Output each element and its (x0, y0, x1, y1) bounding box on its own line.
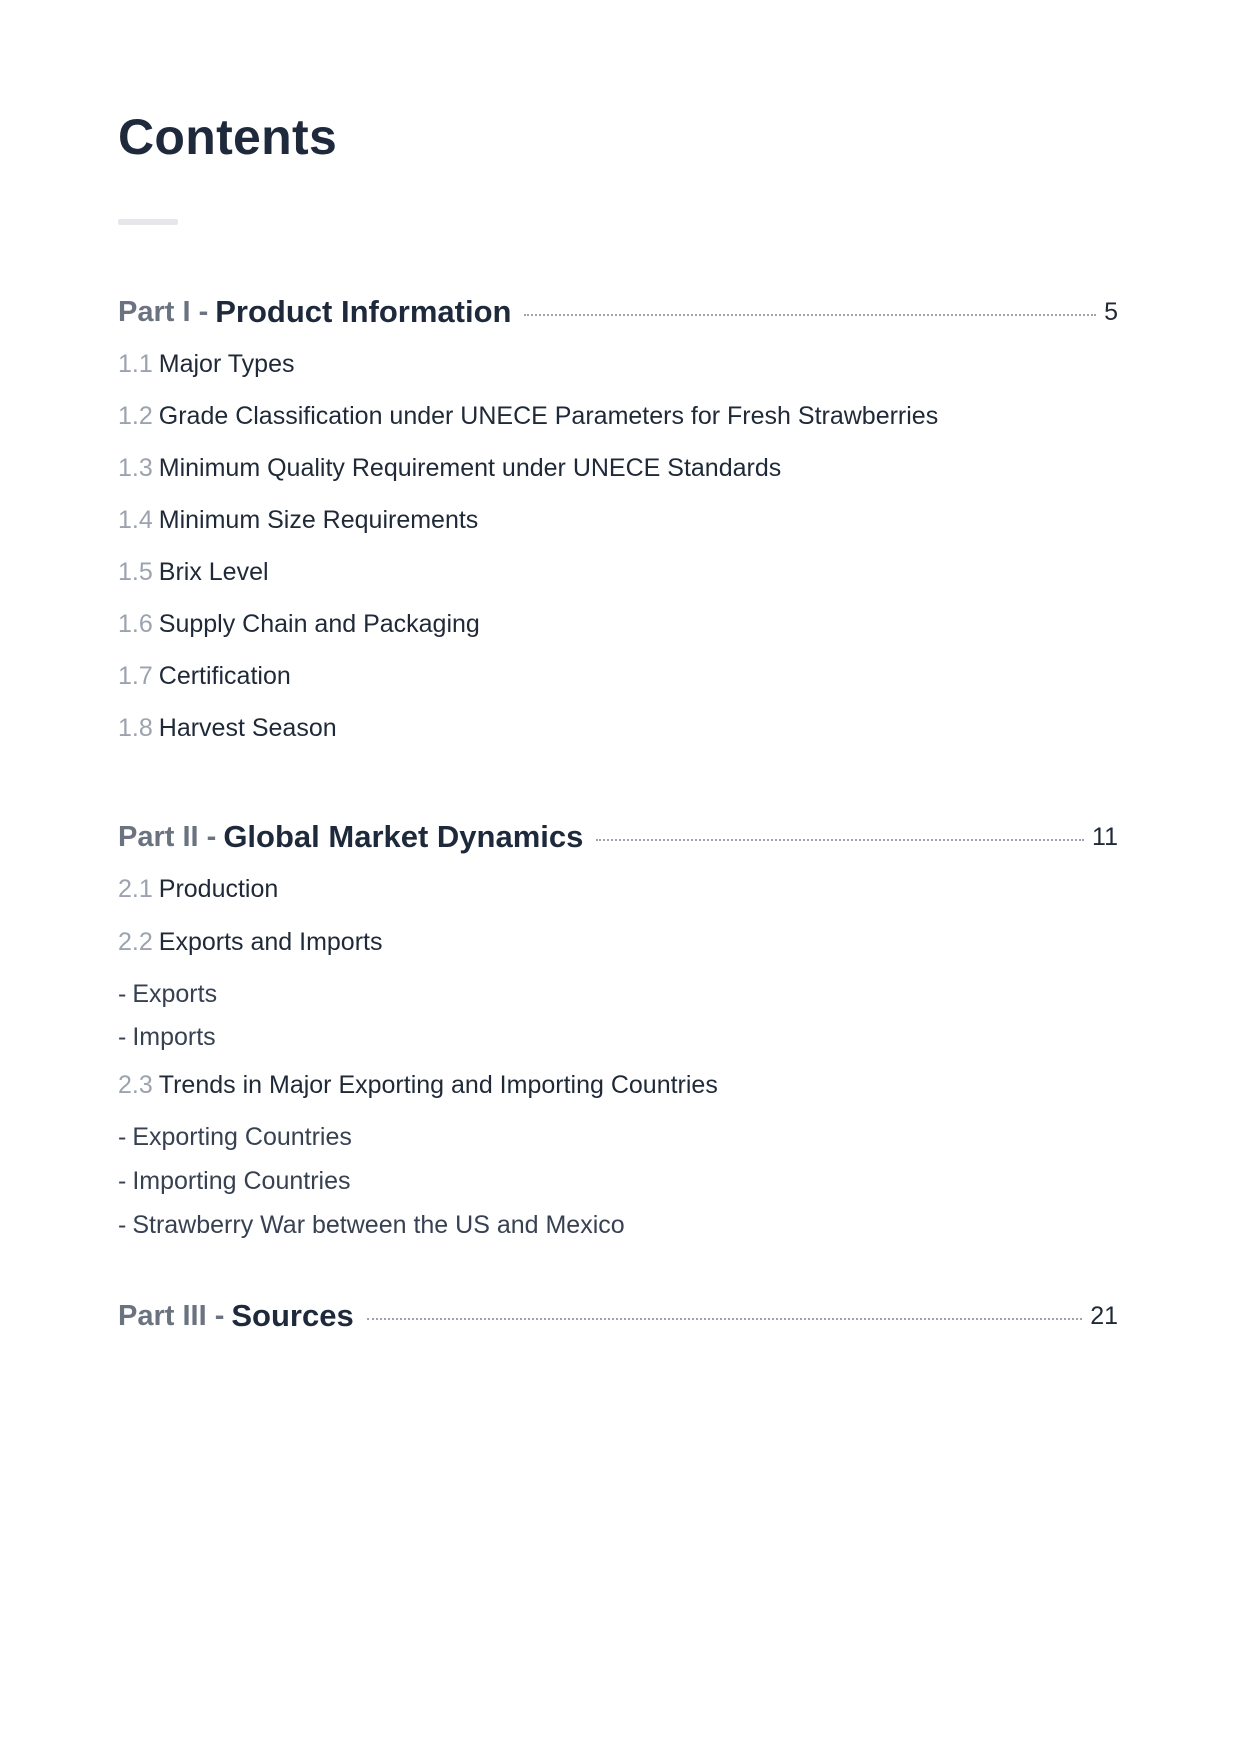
item-number: 1.3 (118, 454, 153, 482)
toc-item-1-3[interactable] (118, 451, 781, 485)
item-title: Supply Chain and Packaging (158, 610, 480, 638)
toc-subitem-strawberry-war[interactable] (118, 1208, 625, 1242)
toc-item-1-4[interactable] (118, 503, 478, 537)
sub-dash: - (118, 1123, 127, 1151)
toc-subitem-importing-countries[interactable] (118, 1164, 350, 1198)
toc-item-2-3[interactable] (118, 1068, 718, 1102)
dot-leader (596, 839, 1084, 841)
part-prefix: Part I - (118, 295, 209, 328)
item-title: Production (158, 875, 279, 903)
item-number: 1.2 (118, 402, 153, 430)
item-number: 2.2 (118, 928, 153, 956)
toc-item-2-2[interactable] (118, 925, 382, 959)
item-title: Trends in Major Exporting and Importing Countries (158, 1071, 718, 1099)
part-prefix: Part II - (118, 820, 217, 853)
sub-dash: - (118, 1167, 127, 1195)
item-title: Grade Classification under UNECE Parameters for Fresh Strawberries (158, 402, 939, 430)
sub-dash: - (118, 1023, 127, 1051)
toc-subitem-exporting-countries[interactable] (118, 1120, 352, 1154)
contents-page (118, 0, 1118, 1754)
toc-item-1-5[interactable] (118, 555, 269, 589)
toc-part-3[interactable] (118, 1296, 1118, 1336)
subitem-title: Importing Countries (132, 1167, 351, 1195)
item-number: 1.5 (118, 558, 153, 586)
toc-part-2[interactable] (118, 817, 1118, 857)
part-title: Sources (231, 1298, 354, 1333)
toc-subitem-exports[interactable] (118, 977, 217, 1011)
dot-leader (524, 314, 1096, 316)
page-number: 21 (1090, 1301, 1118, 1330)
dot-leader (367, 1318, 1082, 1320)
sub-dash: - (118, 980, 127, 1008)
item-number: 2.1 (118, 875, 153, 903)
part-title: Product Information (215, 294, 512, 329)
part-prefix: Part III - (118, 1299, 225, 1332)
item-title: Minimum Size Requirements (158, 506, 479, 534)
subitem-title: Strawberry War between the US and Mexico (132, 1211, 625, 1239)
item-title: Harvest Season (158, 714, 337, 742)
item-title: Major Types (158, 350, 295, 378)
subitem-title: Imports (132, 1023, 216, 1051)
item-number: 1.4 (118, 506, 153, 534)
toc-item-1-7[interactable] (118, 659, 291, 693)
toc-part-1[interactable] (118, 292, 1118, 332)
title-underline (118, 219, 178, 225)
toc-item-1-6[interactable] (118, 607, 480, 641)
item-number: 1.1 (118, 350, 153, 378)
item-number: 1.6 (118, 610, 153, 638)
item-number: 2.3 (118, 1071, 153, 1099)
toc-subitem-imports[interactable] (118, 1020, 216, 1054)
subitem-title: Exporting Countries (132, 1123, 352, 1151)
part-title: Global Market Dynamics (223, 819, 584, 854)
page-title: Contents (118, 109, 338, 165)
item-number: 1.8 (118, 714, 153, 742)
item-title: Brix Level (158, 558, 269, 586)
item-number: 1.7 (118, 662, 153, 690)
toc-item-1-1[interactable] (118, 347, 294, 381)
page-number: 11 (1092, 822, 1118, 851)
toc-item-1-2[interactable] (118, 399, 938, 433)
page-number: 5 (1104, 297, 1118, 326)
sub-dash: - (118, 1211, 127, 1239)
item-title: Exports and Imports (158, 928, 383, 956)
toc-item-1-8[interactable] (118, 711, 337, 745)
subitem-title: Exports (132, 980, 218, 1008)
item-title: Certification (158, 662, 291, 690)
item-title: Minimum Quality Requirement under UNECE Standards (158, 454, 782, 482)
toc-item-2-1[interactable] (118, 872, 278, 906)
